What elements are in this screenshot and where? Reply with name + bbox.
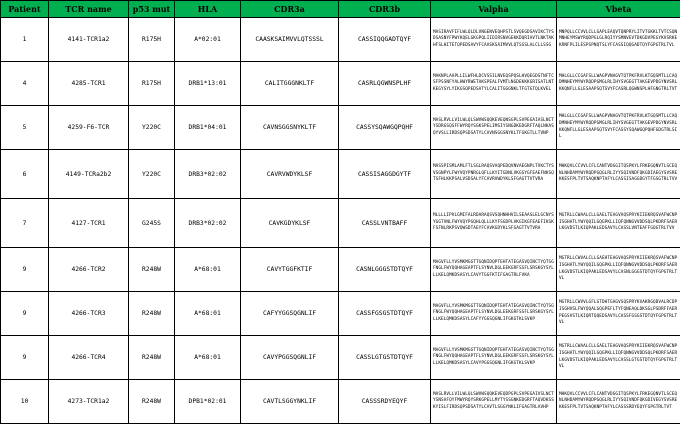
table-row — [1, 292, 680, 336]
hla-cell: DRB3*02:02 — [175, 199, 241, 248]
header-cdr3a: CDR3a — [241, 1, 339, 18]
tcr-name-cell: 4141-TCR1a2 — [49, 18, 129, 62]
hla-cell: A*68:01 — [175, 292, 241, 336]
cdr3a-cell: CAVYPGGSQGNLIF — [241, 336, 339, 380]
valpha-cell: MASLRVLLVILWLQLSWVWSQQKEVEQDPGPLSVPEGAIVSLNCTYSNSAFQYFMWYRQYSRKGPELLMYTYSSGNKEDGRFTAQVDKSSKYISLFIRDSQPSDSATYLCAVTLSGGYNKLIFGAGTRLAVHP — [431, 380, 557, 424]
table-row — [1, 336, 680, 380]
valpha-cell: MAKNPLAAPLLILWFHLDCVSSILNVEQSPQSLHVQEGDSTNFTCSFPSSNFYALHWYRWETAKSPEALFVMTLNGDEKKKGRISATLNTKEGYSYLYIKGSQPEDSATYLCALITGGGNKLTFGTGTQLKVEL — [431, 62, 557, 106]
p53-mut-cell: R248W — [129, 292, 175, 336]
vbeta-cell: MHKQVLCCVVLCFLCANTVDGGITQSPKYLFRKEGQNVTLSCEQNLNHDAMYWYRQDPGQGLRLIYYSQIVNDFQKGDIVEGYSVSREKKESFPLTVTSAQKNPTAFYLCASSSRDYEQYFGPGTRLTVT — [557, 380, 680, 424]
table-row — [1, 106, 680, 150]
cdr3b-cell: CASSYSQAWGQPQHF — [339, 106, 431, 150]
cdr3b-cell: CASRLQGWNSPLHF — [339, 62, 431, 106]
table-row — [1, 380, 680, 424]
p53-mut-cell: Y220C — [129, 150, 175, 199]
patient-cell: 10 — [1, 380, 49, 424]
valpha-cell: MAGVFLLYVSMKMGGTTGQNIDQPTEHTATEGASVQINCTYQTSGFNGLFWYQQHAGEAPTFLSYNVLDGLEEKGRFSSFLSRSKGYSYLLLKELQMKDSASYLCAVYTGGFKTIFGAGTRLFVKA — [431, 248, 557, 292]
vbeta-cell: MNPQLLCCVVLCLLGAPLEAQVTQNPRYLITVTGKKLTVTCSQNMNHEYMSWYRQDPGLGLRQIYYSMNVEVTDKGDVPEGYKVSRKEKRNFPLILESPSPNQTSLYFCASSIQQGADTQYFGPGTRLTVL — [557, 18, 680, 62]
p53-mut-cell: R248W — [129, 336, 175, 380]
table-row — [1, 62, 680, 106]
patient-cell: 1 — [1, 18, 49, 62]
header-valpha: Valpha — [431, 1, 557, 18]
p53-mut-cell: R248W — [129, 248, 175, 292]
hla-cell: A*68:01 — [175, 248, 241, 292]
valpha-cell: MASLRVLLVILWLQLSWVWSQQKEVEQNSGPLSVPEGAIASLNCTYSDRGSQSFFWYRQYSGKSPELIMSIYSNGDKEDGRFTAQLNKASQYVSLLIRDSQPSDSATYLCAVNSGGSNYKLTFGKGTLLTVNP — [431, 106, 557, 150]
vbeta-cell: MHLGLLCCGAFSLLWAGPVNAGVTQTPKFRVLKTGQSMTLLCAQDMNHEYMYWYRQDPGMGLRLIHYSVGEGTTAKGEVPDGYNVSRLKKQNFLLGLESAAPSQTSVYFCASRLQGWNSPLHFGNGTRLTVT — [557, 62, 680, 106]
cdr3a-cell: CAVTLSGGYNKLIF — [241, 380, 339, 424]
valpha-cell: MASSPISMLAMLFTLSGLRAQSVAQPEDQVNVAEGNPLTVKCTYSVSGNPYLFWYVQYPNRGLQFLLKYITGDNLVKGSYGFEAEFNKSQTSFHLKKPSALVSDSALYFCAVRVWDYKLSFGAGTTVTVRA — [431, 150, 557, 199]
header-hla: HLA — [175, 1, 241, 18]
patient-cell: 9 — [1, 292, 49, 336]
hla-cell: DRB3*02:02 — [175, 150, 241, 199]
cdr3b-cell: CASSIQQGADTQYF — [339, 18, 431, 62]
cdr3a-cell: CAASKSAIMVVLQTSSSL — [241, 18, 339, 62]
header-row — [1, 1, 680, 18]
cdr3b-cell: CASSLVNTBAFF — [339, 199, 431, 248]
table-row — [1, 199, 680, 248]
header-vbeta: Vbeta — [557, 1, 680, 18]
tcr-name-cell: 4266-TCR3 — [49, 292, 129, 336]
valpha-cell: MAGVFLLYVSMKMGGTTGQNIDQPTEHTATEGASVQINCTYQTSGFNGLFWYQQHAGEAPTFLSYNVLDGLEEKGRFSSFLSRSKGYSYLLLKELQMKDSASYLCAFYYGGSQGNLIFGKGTKLSVKP — [431, 292, 557, 336]
cdr3b-cell: CASSISAGGDGYTF — [339, 150, 431, 199]
tcr-name-cell: 4149-TCRa2b2 — [49, 150, 129, 199]
p53-mut-cell: Y220C — [129, 106, 175, 150]
cdr3b-cell: CASSLGTGSTDTQYF — [339, 336, 431, 380]
p53-mut-cell: G245S — [129, 199, 175, 248]
vbeta-cell: MGTRLLCWAALCLLGAELTEAGVAQSPRYKIIEKRQSVAFWCNPISGHATLYWYQQILGQGPKLLIQFQNNGVVDDSQLPKDRFSAERLKGVDSTLKIQPAKLEDSAVYLCASSLVNTEAFFGQGTRLTVV — [557, 199, 680, 248]
cdr3b-cell: CASNLGGGSTDTQYF — [339, 248, 431, 292]
tcr-name-cell: 4259-F6-TCR — [49, 106, 129, 150]
valpha-cell: MAGVFLLYVSMKMGGTTGQNIDQPTEHTATEGASVQINCTYQTSGFNGLFWYQQHAGEAPTFLSYNVLDGLEEKGRFSSFLSRSKGYSYLLLKELQMKDSASYLCAVYPGGSQGNLIFGKGTKLSVKP — [431, 336, 557, 380]
hla-cell: DPB1*02:01 — [175, 380, 241, 424]
vbeta-cell: MHLGLLCCGAFSLLWAGPVNAGVTQTPKFRVLKTGQSMTLLCAQDMNHEYMYWYRQDPGMGLRLIHYSVGEGTTAKGEVPDGYNVSRLKKQNFLLGLESAAPSQTSVYFCASSYSQAWGQPQHFGDGTRLSIL — [557, 106, 680, 150]
patient-cell: 9 — [1, 336, 49, 380]
tcr-name-cell: 4273-TCR1a2 — [49, 380, 129, 424]
cdr3a-cell: CAVYTGGFKTIF — [241, 248, 339, 292]
patient-cell: 5 — [1, 106, 49, 150]
header-tcr-name: TCR name — [49, 1, 129, 18]
patient-cell: 4 — [1, 62, 49, 106]
cdr3a-cell: CAVRVWDYKLSF — [241, 150, 339, 199]
cdr3a-cell: CAFYYGGSQGNLIF — [241, 292, 339, 336]
patient-cell: 7 — [1, 199, 49, 248]
table-row — [1, 18, 680, 62]
table-row — [1, 150, 680, 199]
hla-cell: A*02:01 — [175, 18, 241, 62]
header-patient: Patient — [1, 1, 49, 18]
header-p53-mut: p53 mut — [129, 1, 175, 18]
hla-cell: DRB1*13:01 — [175, 62, 241, 106]
cdr3a-cell: CAVKGDYKLSF — [241, 199, 339, 248]
tcr-name-cell: 4127-TCR1 — [49, 199, 129, 248]
cdr3b-cell: CASSSRDYEQYF — [339, 380, 431, 424]
p53-mut-cell: R175H — [129, 18, 175, 62]
vbeta-cell: MGTRLLCWVVLGFLGTDHTGAGVSQSPRYKVAKRGQDVALRCDPISGHVSLFWYQQALGQGPEFLTYFQNEAQLDKSGLPSDRFFAERPEGSVSTLKIQRTQQEDSAVYLCASSFGSGSTDTQYFGPGTRLTVL — [557, 292, 680, 336]
vbeta-cell: MGTRLLCWAALCLLGAELTEAGVAQSPRYKIIEKRQSVAFWCNPISGHATLYWYQQILGQGPKLLIQFQNNGVVDDSQLPKDRFSAERLKGVDSTLKIQPAKLEDSAVYLCASSLGTGSTDTQYFGPGTRLTVL — [557, 336, 680, 380]
p53-mut-cell: R248W — [129, 380, 175, 424]
cdr3a-cell: CALITGGGNKLTF — [241, 62, 339, 106]
vbeta-cell: MGTRLLCWVALCLLGAEHTEAGVAQSPRYKIIEKRQSVAFWCNPISGHATLYWYQQILGQGPKLLIQFQNNGVVDDSQLPKDRFSAERLKGVDSTLKIQPAKLEDSAVYLCASNLGGGSTDTQYFGPGTRLTVL — [557, 248, 680, 292]
tcr-name-cell: 4266-TCR4 — [49, 336, 129, 380]
vbeta-cell: MHKQVLCCVVLCFLCANTVDGGITQSPKYLFRKEGQNVTLSCEQNLNHDAMYWYRQDPGQGLRLIYYSQIVNDFQKGDIAEGYSVSREKKESFPLTVTSAQKNPTAFYLCASSISAGGDGYTFGSGTRLTVV — [557, 150, 680, 199]
hla-cell: DRB1*04:01 — [175, 106, 241, 150]
patient-cell: 6 — [1, 150, 49, 199]
header-cdr3b: CDR3b — [339, 1, 431, 18]
valpha-cell: MASIRAVFIFLWLQLDLVNGENVEQHPSTLSVQEGDSAVIKCTYSDSASNYFPWYKQELGKGPQLIIDIRSNVGEKKDQRIAVTLNKTAKHFSLHITETQPEDSAVYFCAASKSAIMVVLQTSSSLALCLLSSG — [431, 18, 557, 62]
table-row — [1, 248, 680, 292]
hla-cell: A*68:01 — [175, 336, 241, 380]
cdr3b-cell: CASSFGSGSTDTQYF — [339, 292, 431, 336]
valpha-cell: MLLLLIPVLGMIFALRDARAQSVSQHNHHVILSEAASLELGCNYSYGGTVNLFWYVQYPGQHLQLLLKYFSGDPLVKGIKGFEAEFIKSKFSFNLRKPSVQWSDTAEYFCAVKGDYKLSFGAGTTVTVRA — [431, 199, 557, 248]
patient-cell: 9 — [1, 248, 49, 292]
p53-mut-cell: R175H — [129, 62, 175, 106]
tcr-name-cell: 4266-TCR2 — [49, 248, 129, 292]
cdr3a-cell: CAVNSGGSNYKLTF — [241, 106, 339, 150]
tcr-name-cell: 4285-TCR1 — [49, 62, 129, 106]
